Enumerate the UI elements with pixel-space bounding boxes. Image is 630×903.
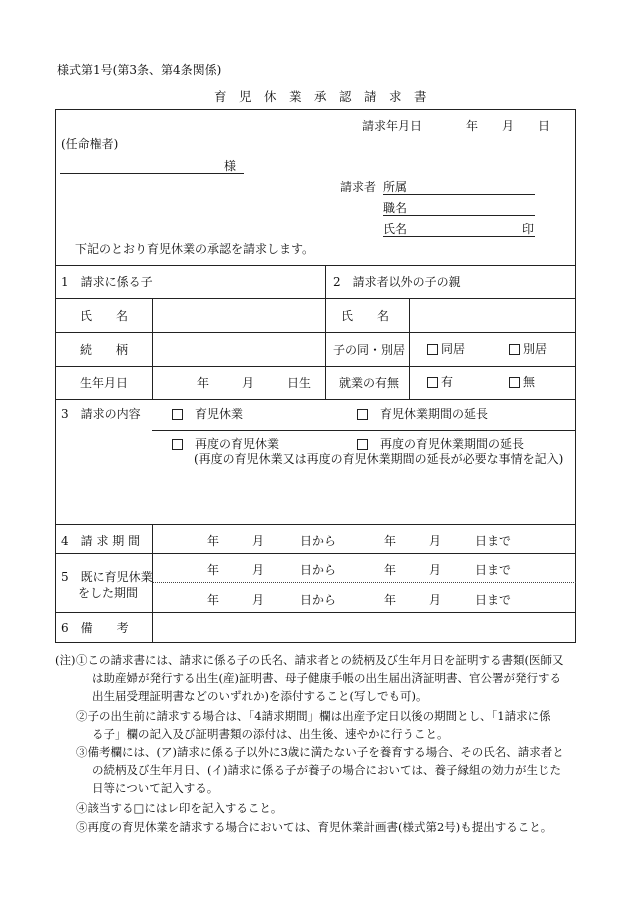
position-label: 職名 [383, 201, 408, 215]
note1-line2: は助産婦が発行する出生(産)証明書、母子健康手帳の出生届出済証明書、官公署が発行する [92, 671, 561, 685]
request-date-year: 年 [466, 119, 479, 133]
checkbox-icon[interactable] [427, 377, 438, 388]
checkbox-icon[interactable] [427, 344, 438, 355]
affiliation-underline [383, 194, 535, 195]
row-line-298 [55, 298, 576, 299]
child-relation-label: 続 柄 [80, 343, 129, 357]
s4-day-to: 日まで [475, 534, 512, 548]
s4-month-to: 月 [429, 534, 442, 548]
cohabit-option-separate[interactable]: 別居 [509, 343, 547, 355]
option-repeat-extension[interactable]: 再度の育児休業期間の延長 [357, 438, 524, 450]
s4-year-from: 年 [207, 534, 220, 548]
s5a-year-to: 年 [384, 563, 397, 577]
request-statement: 下記のとおり育児休業の承認を請求します。 [75, 242, 315, 256]
checkbox-icon[interactable] [509, 344, 520, 355]
note3-line1: ③備考欄には、(ア)請求に係る子以外に3歳に満たない子を養育する場合、その氏名、請求者と [76, 745, 564, 759]
appointer-label: (任命権者) [61, 137, 119, 151]
row-line-553 [55, 553, 576, 554]
row-line-399 [55, 399, 576, 400]
col-line-152-a [152, 298, 153, 399]
notes-prefix: (注) [55, 653, 76, 667]
requester-label: 請求者 [340, 180, 377, 194]
employ-option-yes[interactable]: 有 [427, 376, 453, 388]
checkbox-icon[interactable] [509, 377, 520, 388]
s5b-month-from: 月 [252, 593, 265, 607]
request-date-month: 月 [502, 119, 515, 133]
row-line-524 [55, 524, 576, 525]
checkbox-icon[interactable] [172, 409, 183, 420]
frame-left [55, 109, 56, 642]
col-line-409 [409, 298, 410, 399]
row-line-265 [55, 265, 576, 266]
request-date-day: 日 [538, 119, 551, 133]
note1-line1: ①この請求書には、請求に係る子の氏名、請求者との続柄及び生年月日を証明する書類(医師又 [76, 653, 564, 667]
section1-heading: 1 請求に係る子 [61, 275, 153, 289]
birth-day: 日生 [287, 376, 312, 390]
s5b-day-to: 日まで [475, 593, 512, 607]
appointer-underline [60, 173, 244, 174]
s4-month-from: 月 [252, 534, 265, 548]
s4-year-to: 年 [384, 534, 397, 548]
frame-top [55, 109, 576, 110]
child-birth-label: 生年月日 [80, 376, 129, 390]
section5-heading-line1: 5 既に育児休業 [61, 570, 153, 584]
section6-heading: 6 備 考 [61, 621, 129, 635]
note5: ⑤再度の育児休業を請求する場合においては、育児休業計画書(様式第2号)も提出すること。 [76, 820, 553, 834]
note3-line3: 日等について記入する。 [92, 781, 219, 795]
note3-line2: の続柄及び生年月日、(イ)請求に係る子が養子の場合においては、養子縁組の効力が生じた [92, 763, 561, 777]
cohabit-label: 子の同・別居 [333, 343, 406, 357]
row-line-612 [55, 612, 576, 613]
child-name-label: 氏 名 [80, 309, 129, 323]
s5b-year-from: 年 [207, 593, 220, 607]
section4-heading: 4 請 求 期 間 [61, 534, 141, 548]
section5-heading-line2: をした期間 [78, 586, 139, 600]
s4-day-from: 日から [300, 534, 337, 548]
option-repeat-leave[interactable]: 再度の育児休業 [172, 438, 279, 450]
row-line-332 [55, 332, 576, 333]
birth-month: 月 [242, 376, 255, 390]
col-line-325 [325, 265, 326, 399]
name-label: 氏名 [383, 222, 408, 236]
form-title: 育 児 休 業 承 認 請 求 書 [214, 89, 427, 104]
appointer-honorific: 様 [224, 159, 237, 173]
position-underline [383, 215, 535, 216]
note2-line1: ②子の出生前に請求する場合は、「4請求期間」欄は出産予定日以後の期間とし、「1請求に係 [76, 709, 551, 723]
row-line-430 [152, 430, 576, 431]
form-number: 様式第1号(第3条、第4条関係) [57, 63, 222, 77]
request-date-label: 請求年月日 [362, 119, 423, 133]
cohabit-option-together[interactable]: 同居 [427, 343, 465, 355]
row-line-366 [55, 366, 576, 367]
s5b-month-to: 月 [429, 593, 442, 607]
frame-bottom [55, 642, 576, 643]
section3-heading: 3 請求の内容 [61, 407, 141, 421]
section3-note: (再度の育児休業又は再度の育児休業期間の延長が必要な事情を記入) [194, 452, 564, 466]
option-childcare-leave[interactable]: 育児休業 [172, 408, 243, 420]
section2-heading: 2 請求者以外の子の親 [333, 275, 461, 289]
option-leave-extension[interactable]: 育児休業期間の延長 [357, 408, 488, 420]
seal-mark: 印 [522, 222, 535, 236]
name-underline [383, 236, 535, 237]
s5b-day-from: 日から [300, 593, 337, 607]
other-parent-name-label: 氏 名 [341, 309, 390, 323]
row-dotted-582 [152, 582, 576, 583]
employ-label: 就業の有無 [339, 376, 400, 390]
note2-line2: る子」欄の記入及び証明書類の添付は、出生後、速やかに行うこと。 [92, 727, 449, 741]
frame-right [575, 109, 576, 642]
s5a-month-from: 月 [252, 563, 265, 577]
checkbox-icon[interactable] [357, 409, 368, 420]
s5a-month-to: 月 [429, 563, 442, 577]
affiliation-label: 所属 [383, 180, 408, 194]
s5a-year-from: 年 [207, 563, 220, 577]
note1-line3: 出生届受理証明書などのいずれか)を添付すること(写しでも可)。 [92, 689, 428, 703]
birth-year: 年 [197, 376, 210, 390]
checkbox-icon[interactable] [357, 439, 368, 450]
s5a-day-to: 日まで [475, 563, 512, 577]
note4: ④該当する□にはレ印を記入すること。 [76, 801, 283, 815]
checkbox-icon[interactable] [172, 439, 183, 450]
s5b-year-to: 年 [384, 593, 397, 607]
employ-option-no[interactable]: 無 [509, 376, 535, 388]
s5a-day-from: 日から [300, 563, 337, 577]
